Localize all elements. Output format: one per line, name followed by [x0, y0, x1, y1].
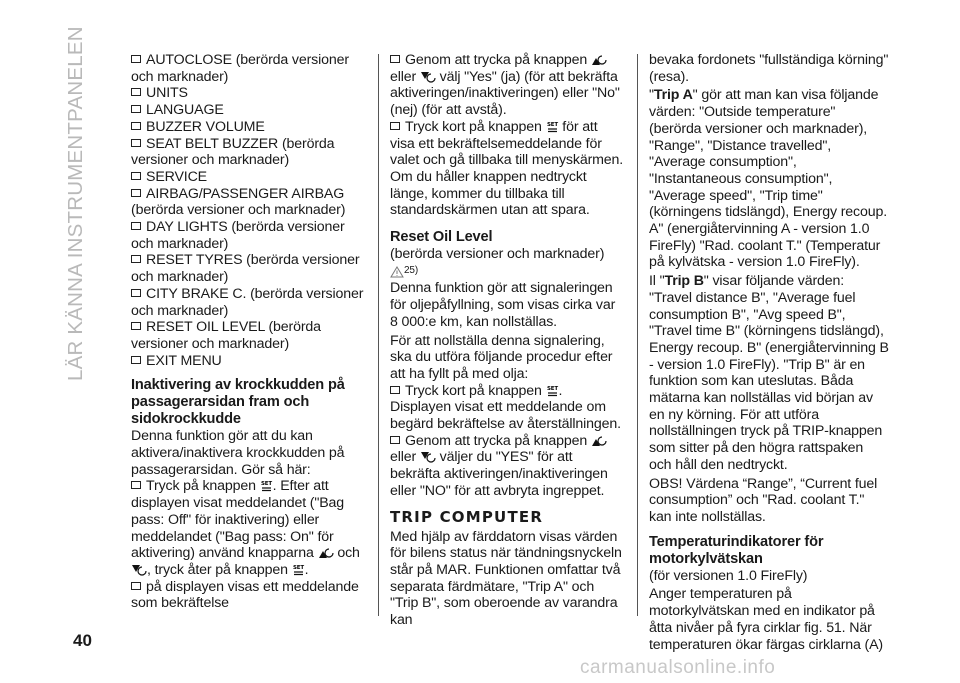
column-3 [649, 52, 889, 653]
up-button-icon [591, 53, 607, 66]
bullet-square-icon [131, 189, 141, 197]
column-divider [378, 54, 379, 616]
paragraph-trip-b: Il "Trip B" visar följande värden: "Travel distance B", "Average fuel consumption B", "Avg speed B", "Travel time B" (körningens tidslängd), Energy recoup. B" (energiåtervinning B - version 1.0 FireFly). "Trip B" är en funktion som kan uteslutas. Båda mätarna kan nollställas vid början av en ny körning. För att utföra nollställningen tryck på TRIP-knappen som sitter på den högra rattspaken och håll den nedtryckt. [649, 273, 889, 473]
menu-item: UNITS [131, 85, 365, 102]
set-button-icon [546, 120, 559, 133]
menu-item: RESET TYRES (berörda versioner och marknader) [131, 252, 360, 286]
section-heading: Reset Oil Level [390, 229, 493, 246]
column-1 [131, 52, 365, 612]
bullet-square-icon [131, 55, 141, 63]
paragraph: Anger temperaturen på motorkylvätskan med en indikator på åtta nivåer på fyra cirklar fig. 51. När temperaturen ökar färgas cirklarna (A) [649, 586, 884, 653]
bullet-square-icon [131, 582, 141, 590]
side-title-text: LÄR KÄNNA INSTRUMENTPANELEN [64, 26, 87, 381]
bullet-square-icon [131, 139, 141, 147]
warning-reference: 25) [390, 263, 624, 281]
step-item: Genom att trycka på knappen eller välj "Yes" (ja) (för att bekräfta aktiveringen/inaktiveringen) eller "No" (nej) (för att avstå). [390, 52, 620, 119]
bullet-square-icon [131, 356, 141, 364]
down-button-icon [420, 450, 436, 463]
section-heading: Temperaturindikatorer för motorkylvätskan [649, 533, 824, 567]
section-heading: Inaktivering av krockkudden på passagerarsidan fram och sidokrockkudde [131, 377, 345, 428]
svg-text:SET: SET [260, 481, 272, 488]
svg-text:SET: SET [546, 121, 558, 128]
bullet-square-icon [131, 105, 141, 113]
bullet-square-icon [131, 222, 141, 230]
paragraph-trip-a: "Trip A" gör att man kan visa följande värden: "Outside temperature" (berörda versioner och marknader), "Range", "Distance travelled", "Average consumption", "Instantaneous consumption", "Average speed", "Trip time" (körningens tidslängd), Energy recoup. A" (energiåtervinning A - version 1.0 FireFly) "Rad. coolant T." (Temperatur på kylvätska - version 1.0 FireFly). [649, 87, 887, 271]
section-subtitle: (berörda versioner och marknader) [390, 246, 605, 263]
warning-ref-icon [390, 266, 404, 278]
bullet-square-icon [390, 122, 400, 130]
step-item: på displayen visas ett meddelande som bekräftelse [131, 578, 359, 612]
menu-item: SERVICE [131, 169, 365, 186]
bullet-square-icon [131, 322, 141, 330]
bullet-square-icon [131, 122, 141, 130]
watermark-text: carmanualsonline.info [580, 657, 776, 678]
column-divider [637, 54, 638, 616]
menu-item: LANGUAGE [131, 102, 365, 119]
bullet-square-icon [131, 289, 141, 297]
down-button-icon [420, 70, 436, 83]
bullet-square-icon [131, 88, 141, 96]
up-button-icon [318, 546, 334, 559]
menu-item: SEAT BELT BUZZER (berörda versioner och marknader) [131, 135, 335, 169]
set-button-icon [260, 479, 273, 492]
menu-item: DAY LIGHTS (berörda versioner och marknader) [131, 219, 345, 252]
menu-item: EXIT MENU [131, 353, 365, 370]
up-button-icon [591, 434, 607, 447]
menu-item: RESET OIL LEVEL (berörda versioner och marknader) [131, 319, 321, 352]
menu-item: CITY BRAKE C. (berörda versioner och marknader) [131, 285, 364, 319]
bullet-square-icon [390, 55, 400, 63]
set-button-icon [292, 563, 305, 576]
section-heading-trip-computer: TRIP COMPUTER [390, 507, 544, 526]
menu-list [131, 52, 365, 369]
set-button-icon [546, 384, 559, 397]
paragraph: För att nollställa denna signalering, ska du utföra följande procedur efter att ha fyllt på med olja: [390, 332, 613, 382]
paragraph: Denna funktion gör att signaleringen för oljepåfyllning, som visas cirka var 8 000:e km, kan nollställas. [390, 280, 616, 330]
column-2 [390, 52, 624, 629]
down-button-icon [131, 563, 147, 576]
menu-item: AIRBAG/PASSENGER AIRBAG (berörda versioner och marknader) [131, 185, 346, 219]
bullet-square-icon [131, 172, 141, 180]
svg-text:SET: SET [546, 385, 558, 392]
side-section-title [64, 26, 120, 381]
step-item: Tryck kort på knappen SET . Displayen visat ett meddelande om begärd bekräftelse av återställningen. [390, 382, 621, 433]
page-number: 40 [73, 631, 92, 650]
paragraph: bevaka fordonets "fullständiga körning" (resa). [649, 52, 889, 85]
bullet-square-icon [131, 255, 141, 263]
step-item: Genom att trycka på knappen eller väljer du "YES" för att bekräfta aktiveringen/inaktiveringen eller "NO" för att avbryta ingreppet. [390, 432, 608, 499]
svg-text:SET: SET [292, 564, 304, 571]
step-item: Tryck kort på knappen SET för att visa ett bekräftelsemeddelande för valet och gå tillbaka till menyskärmen. Om du håller knappen nedtryckt länge, kommer du tillbaka till standardskärmen utan att spara. [390, 118, 624, 219]
paragraph: Med hjälp av färddatorn visas värden för bilens status när tändningsnyckeln står på MAR. Funktionen omfattar två separata färdmätare, "Trip A" och "Trip B", som oberoende av varandra kan [390, 528, 622, 629]
bullet-square-icon [131, 481, 141, 489]
paragraph: Denna funktion gör att du kan aktivera/inaktivera krockkudden på passagerarsidan. Gör så här: [131, 428, 345, 478]
bullet-square-icon [390, 436, 400, 444]
bullet-square-icon [390, 386, 400, 394]
menu-item: BUZZER VOLUME [131, 119, 365, 136]
step-item: Tryck på knappen SET . Efter att displayen visat meddelandet ("Bag pass: Off" för inaktivering) eller meddelandet ("Bag pass: On" för aktivering) använd knapparna och , tryck åter på knappen SET . [131, 478, 360, 578]
menu-item: AUTOCLOSE (berörda versioner och marknader) [131, 52, 349, 85]
paragraph-note: OBS! Värdena “Range”, “Current fuel consumption” och "Rad. coolant T." kan inte nollställas. [649, 475, 878, 525]
section-subtitle: (för versionen 1.0 FireFly) [649, 567, 808, 584]
